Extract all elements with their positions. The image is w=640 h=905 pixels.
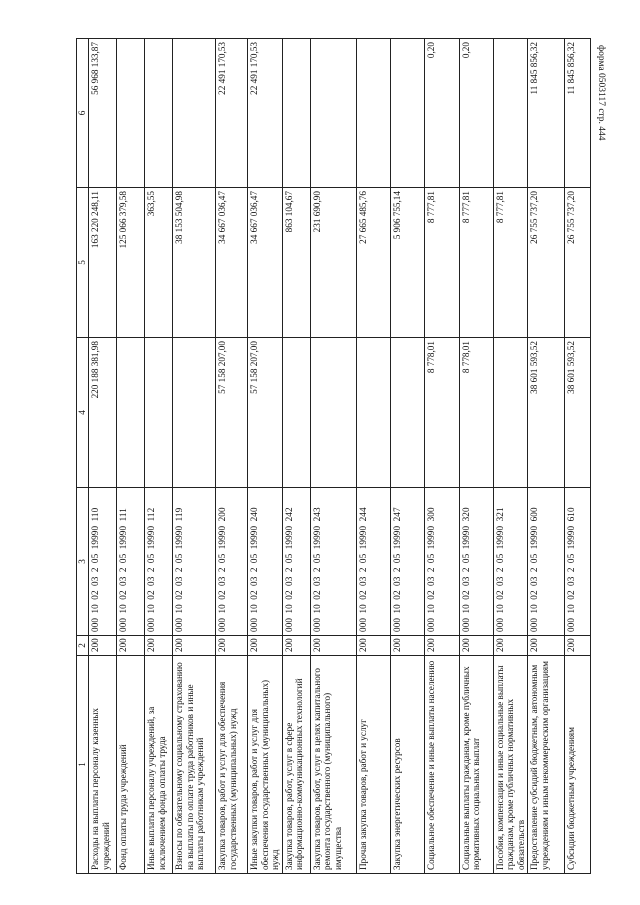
row-executed: 26 755 737,20 bbox=[565, 188, 591, 338]
row-name: Субсидии бюджетным учреждениям bbox=[565, 656, 591, 874]
table-row bbox=[173, 39, 216, 874]
row-unexecuted: 0,20 bbox=[459, 39, 493, 188]
column-number: 4 bbox=[77, 338, 89, 488]
row-name: Закупка товаров, работ, услуг в сфере информационно-коммуникационных технологий bbox=[282, 656, 310, 874]
row-unexecuted bbox=[145, 39, 173, 188]
row-budget-code: 000 10 02 03 2 05 19990 610 bbox=[565, 488, 591, 636]
row-approved: 38 601 593,52 bbox=[528, 338, 565, 488]
column-number-row bbox=[77, 39, 89, 874]
row-budget-code: 000 10 02 03 2 05 19990 240 bbox=[248, 488, 283, 636]
rotated-page bbox=[76, 39, 606, 874]
row-unexecuted: 11 845 856,32 bbox=[528, 39, 565, 188]
table-row bbox=[528, 39, 565, 874]
row-executed: 34 667 036,47 bbox=[248, 188, 283, 338]
table-row bbox=[248, 39, 283, 874]
row-approved bbox=[310, 338, 356, 488]
row-approved: 220 188 381,98 bbox=[89, 338, 117, 488]
row-approved: 8 778,01 bbox=[424, 338, 459, 488]
row-budget-code: 000 10 02 03 2 05 19990 244 bbox=[356, 488, 390, 636]
row-line-code: 200 bbox=[216, 636, 248, 656]
row-approved: 57 158 207,00 bbox=[216, 338, 248, 488]
row-approved: 57 158 207,00 bbox=[248, 338, 283, 488]
row-name: Взносы по обязательному социальному страхованию на выплаты по оплате труда работников и иные выплаты работникам учреждений bbox=[173, 656, 216, 874]
column-number: 2 bbox=[77, 636, 89, 656]
row-budget-code: 000 10 02 03 2 05 19990 111 bbox=[117, 488, 145, 636]
row-executed: 27 665 485,76 bbox=[356, 188, 390, 338]
column-number: 5 bbox=[77, 188, 89, 338]
row-unexecuted: 0,20 bbox=[424, 39, 459, 188]
row-executed: 34 667 036,47 bbox=[216, 188, 248, 338]
row-line-code: 200 bbox=[493, 636, 528, 656]
row-budget-code: 000 10 02 03 2 05 19990 600 bbox=[528, 488, 565, 636]
row-line-code: 200 bbox=[356, 636, 390, 656]
row-budget-code: 000 10 02 03 2 05 19990 110 bbox=[89, 488, 117, 636]
row-line-code: 200 bbox=[89, 636, 117, 656]
table-row bbox=[424, 39, 459, 874]
row-approved bbox=[173, 338, 216, 488]
row-approved: 8 778,01 bbox=[459, 338, 493, 488]
table-row bbox=[356, 39, 390, 874]
row-name: Иные закупки товаров, работ и услуг для обеспечения государственных (муниципальных) нужд bbox=[248, 656, 283, 874]
row-name: Прочая закупка товаров, работ и услуг bbox=[356, 656, 390, 874]
row-budget-code: 000 10 02 03 2 05 19990 242 bbox=[282, 488, 310, 636]
row-executed: 163 220 248,11 bbox=[89, 188, 117, 338]
table-row bbox=[145, 39, 173, 874]
row-name: Фонд оплаты труда учреждений bbox=[117, 656, 145, 874]
row-unexecuted: 11 845 856,32 bbox=[565, 39, 591, 188]
row-line-code: 200 bbox=[390, 636, 424, 656]
row-executed: 863 104,67 bbox=[282, 188, 310, 338]
table-row bbox=[89, 39, 117, 874]
table-row bbox=[310, 39, 356, 874]
row-approved bbox=[493, 338, 528, 488]
row-line-code: 200 bbox=[310, 636, 356, 656]
row-line-code: 200 bbox=[459, 636, 493, 656]
table-row bbox=[390, 39, 424, 874]
row-name: Закупка товаров, работ, услуг в целях капитального ремонта государственного (муниципального) имущества bbox=[310, 656, 356, 874]
row-executed: 363,55 bbox=[145, 188, 173, 338]
row-unexecuted bbox=[282, 39, 310, 188]
table-row bbox=[459, 39, 493, 874]
row-name: Социальные выплаты гражданам, кроме публичных нормативных социальных выплат bbox=[459, 656, 493, 874]
column-number: 6 bbox=[77, 39, 89, 188]
row-unexecuted: 56 968 133,87 bbox=[89, 39, 117, 188]
row-budget-code: 000 10 02 03 2 05 19990 243 bbox=[310, 488, 356, 636]
table-row bbox=[216, 39, 248, 874]
column-number: 3 bbox=[77, 488, 89, 636]
table-row bbox=[565, 39, 591, 874]
row-executed: 26 755 737,20 bbox=[528, 188, 565, 338]
row-executed: 5 906 755,14 bbox=[390, 188, 424, 338]
row-executed: 8 777,81 bbox=[459, 188, 493, 338]
table-body bbox=[89, 39, 591, 874]
row-name: Расходы на выплаты персоналу казенных учреждений bbox=[89, 656, 117, 874]
report-table bbox=[76, 38, 591, 874]
row-name: Иные выплаты персоналу учреждений, за исключением фонда оплаты труда bbox=[145, 656, 173, 874]
row-line-code: 200 bbox=[528, 636, 565, 656]
table-row bbox=[117, 39, 145, 874]
row-budget-code: 000 10 02 03 2 05 19990 119 bbox=[173, 488, 216, 636]
row-unexecuted bbox=[390, 39, 424, 188]
row-approved bbox=[282, 338, 310, 488]
row-approved: 38 601 593,52 bbox=[565, 338, 591, 488]
row-budget-code: 000 10 02 03 2 05 19990 321 bbox=[493, 488, 528, 636]
row-line-code: 200 bbox=[145, 636, 173, 656]
form-label: форма 0503117 стр. 444 bbox=[596, 45, 606, 141]
row-name: Социальное обеспечение и иные выплаты населению bbox=[424, 656, 459, 874]
row-budget-code: 000 10 02 03 2 05 19990 300 bbox=[424, 488, 459, 636]
row-executed: 8 777,81 bbox=[493, 188, 528, 338]
row-executed: 38 153 504,98 bbox=[173, 188, 216, 338]
row-name: Предоставление субсидий бюджетным, автономным учреждениям и иным некоммерческим организациям bbox=[528, 656, 565, 874]
row-line-code: 200 bbox=[117, 636, 145, 656]
row-name: Пособия, компенсации и иные социальные выплаты гражданам, кроме публичных нормативных обязательств bbox=[493, 656, 528, 874]
table-row bbox=[282, 39, 310, 874]
row-approved bbox=[117, 338, 145, 488]
row-line-code: 200 bbox=[173, 636, 216, 656]
row-unexecuted: 22 491 170,53 bbox=[216, 39, 248, 188]
row-line-code: 200 bbox=[424, 636, 459, 656]
row-unexecuted bbox=[173, 39, 216, 188]
row-approved bbox=[390, 338, 424, 488]
row-budget-code: 000 10 02 03 2 05 19990 247 bbox=[390, 488, 424, 636]
row-line-code: 200 bbox=[282, 636, 310, 656]
row-line-code: 200 bbox=[565, 636, 591, 656]
row-approved bbox=[356, 338, 390, 488]
row-unexecuted bbox=[493, 39, 528, 188]
row-budget-code: 000 10 02 03 2 05 19990 112 bbox=[145, 488, 173, 636]
row-line-code: 200 bbox=[248, 636, 283, 656]
row-unexecuted: 22 491 170,53 bbox=[248, 39, 283, 188]
row-executed: 125 066 379,58 bbox=[117, 188, 145, 338]
row-budget-code: 000 10 02 03 2 05 19990 320 bbox=[459, 488, 493, 636]
row-executed: 231 690,90 bbox=[310, 188, 356, 338]
row-unexecuted bbox=[310, 39, 356, 188]
table-row bbox=[493, 39, 528, 874]
row-approved bbox=[145, 338, 173, 488]
row-unexecuted bbox=[117, 39, 145, 188]
row-budget-code: 000 10 02 03 2 05 19990 200 bbox=[216, 488, 248, 636]
row-name: Закупка товаров, работ и услуг для обеспечения государственных (муниципальных) нужд bbox=[216, 656, 248, 874]
row-executed: 8 777,81 bbox=[424, 188, 459, 338]
row-name: Закупка энергетических ресурсов bbox=[390, 656, 424, 874]
row-unexecuted bbox=[356, 39, 390, 188]
column-number: 1 bbox=[77, 656, 89, 874]
